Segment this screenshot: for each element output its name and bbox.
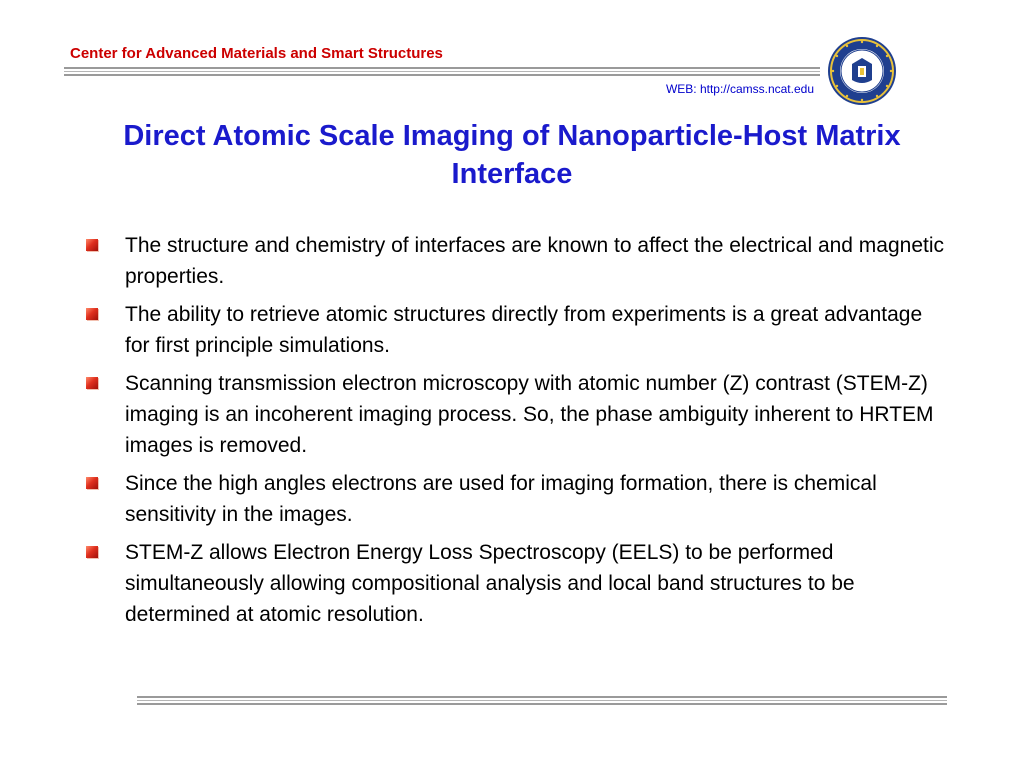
list-item [86, 468, 946, 530]
bullet-text: The structure and chemistry of interfaces are known to affect the electrical and magnetic properties. [125, 234, 945, 288]
slide-title: Direct Atomic Scale Imaging of Nanoparticle-Host Matrix Interface [123, 120, 901, 190]
list-item [86, 299, 946, 361]
bullet-text: Since the high angles electrons are used for imaging formation, there is chemical sensitivity in the images. [125, 472, 877, 526]
footer-divider [137, 696, 947, 707]
square-bullet-icon [86, 546, 98, 558]
bullet-list [86, 230, 946, 637]
bullet-text: Scanning transmission electron microscopy with atomic number (Z) contrast (STEM-Z) imaging is an incoherent imaging process. So, the phase ambiguity inherent to HRTEM images is removed. [125, 372, 934, 457]
bullet-text: STEM-Z allows Electron Energy Loss Spectroscopy (EELS) to be performed simultaneously allowing compositional analysis and local band structures to be determined at atomic resolution. [125, 541, 855, 626]
square-bullet-icon [86, 477, 98, 489]
square-bullet-icon [86, 308, 98, 320]
web-link[interactable]: WEB: http://camss.ncat.edu [665, 82, 814, 96]
bullet-text: The ability to retrieve atomic structures directly from experiments is a great advantage for first principle simulations. [125, 303, 923, 357]
list-item [86, 230, 946, 292]
org-name: Center for Advanced Materials and Smart Structures [70, 45, 443, 62]
university-seal-icon [827, 36, 897, 106]
list-item [86, 537, 946, 630]
square-bullet-icon [86, 239, 98, 251]
square-bullet-icon [86, 377, 98, 389]
list-item [86, 368, 946, 461]
header-divider [64, 67, 820, 78]
